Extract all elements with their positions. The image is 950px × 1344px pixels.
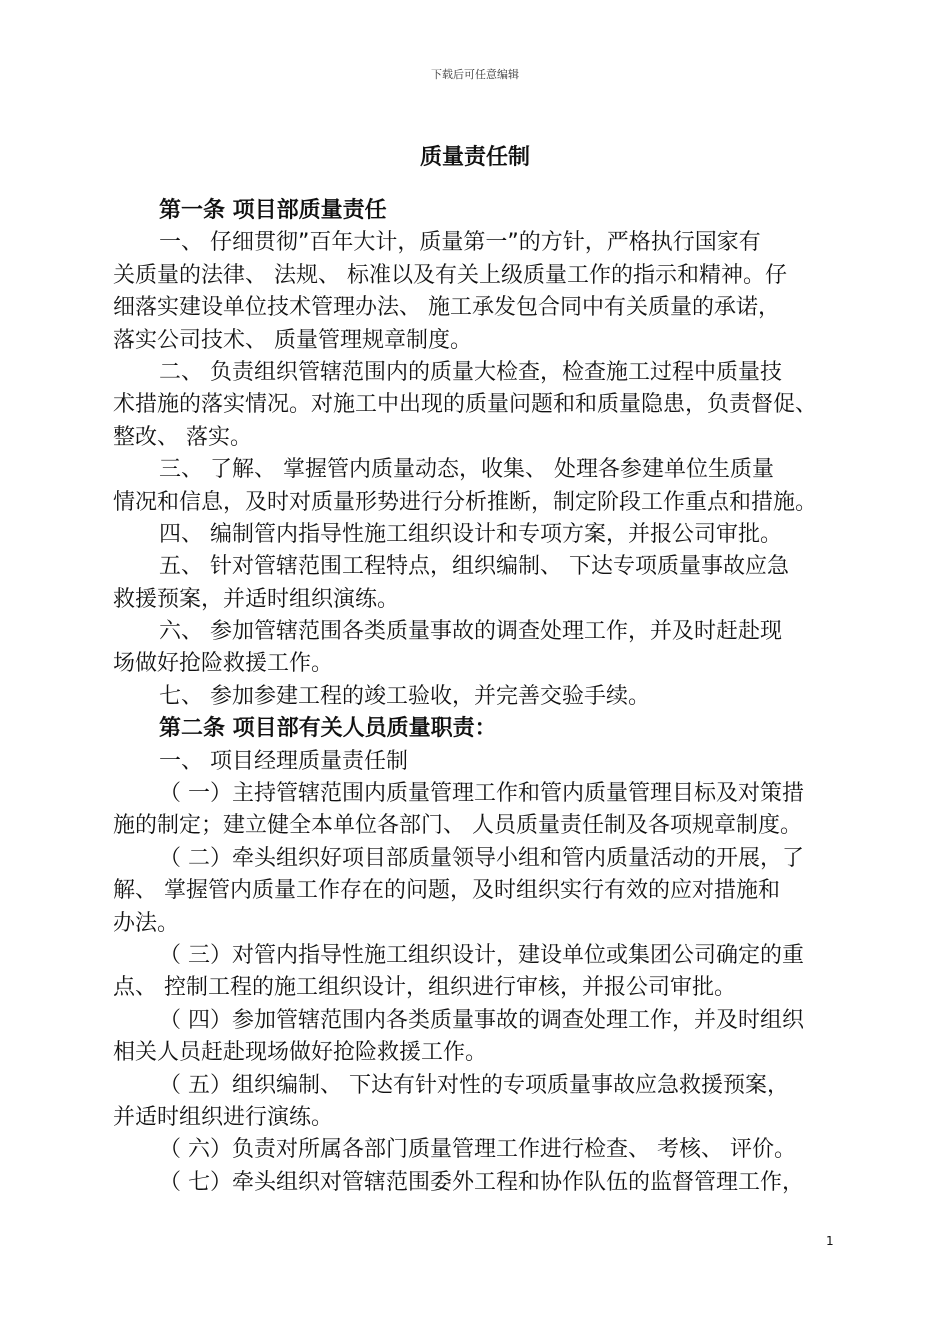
text-line: （ 二）牵头组织好项目部质量领导小组和管内质量活动的开展，了 xyxy=(159,845,804,871)
document-title: 质量责任制 xyxy=(419,145,530,170)
text-line: 细落实建设单位技术管理办法、 施工承发包合同中有关质量的承诺， xyxy=(113,295,780,321)
text-line: （ 一）主持管辖范围内质量管理工作和管内质量管理目标及对策措 xyxy=(159,781,804,807)
text-line: （ 三）对管内指导性施工组织设计，建设单位或集团公司确定的重 xyxy=(159,942,804,968)
text-line: 整改、 落实。 xyxy=(113,424,252,450)
text-line: 三、 了解、 掌握管内质量动态，收集、 处理各参建单位生质量 xyxy=(159,457,774,483)
text-line: 六、 参加管辖范围各类质量事故的调查处理工作，并及时赶赴现 xyxy=(159,619,782,645)
text-line: 五、 针对管辖范围工程特点，组织编制、 下达专项质量事故应急 xyxy=(159,554,789,580)
text-line: 相关人员赶赴现场做好抢险救援工作。 xyxy=(113,1040,488,1066)
text-line: 一、 仔细贯彻”百年大计，质量第一”的方针，严格执行国家有 xyxy=(159,230,761,256)
text-line: 办法。 xyxy=(113,910,180,936)
text-line: 术措施的落实情况。对施工中出现的质量问题和和质量隐患，负责督促、 xyxy=(113,392,818,418)
text-line: 四、 编制管内指导性施工组织设计和专项方案，并报公司审批。 xyxy=(159,521,782,547)
text-line: 七、 参加参建工程的竣工验收，并完善交验手续。 xyxy=(159,683,650,709)
text-line: 二、 负责组织管辖范围内的质量大检查，检查施工过程中质量技 xyxy=(159,359,782,385)
text-line: 施的制定；建立健全本单位各部门、 人员质量责任制及各项规章制度。 xyxy=(113,813,802,839)
page-number: 1 xyxy=(826,1234,834,1248)
text-line: 点、 控制工程的施工组织设计，组织进行审核，并报公司审批。 xyxy=(113,975,736,1001)
text-line: 关质量的法律、 法规、 标准以及有关上级质量工作的指示和精神。仔 xyxy=(113,262,787,288)
text-line: （ 四）参加管辖范围内各类质量事故的调查处理工作，并及时组织 xyxy=(159,1007,804,1033)
page-header: 下载后可任意编辑 xyxy=(431,68,519,81)
document-body xyxy=(113,195,845,1199)
text-line: 场做好抢险救援工作。 xyxy=(113,651,334,677)
text-line: 落实公司技术、 质量管理规章制度。 xyxy=(113,327,472,353)
section-heading: 第二条 项目部有关人员质量职责： xyxy=(159,716,497,742)
text-line: （ 五）组织编制、 下达有针对性的专项质量事故应急救援预案， xyxy=(159,1072,789,1098)
text-line: 并适时组织进行演练。 xyxy=(113,1104,334,1130)
text-line: 情况和信息，及时对质量形势进行分析推断，制定阶段工作重点和措施。 xyxy=(113,489,818,515)
text-line: 救援预案，并适时组织演练。 xyxy=(113,586,400,612)
text-line: 解、 掌握管内质量工作存在的问题，及时组织实行有效的应对措施和 xyxy=(113,878,780,904)
text-line: （ 七）牵头组织对管辖范围委外工程和协作队伍的监督管理工作， xyxy=(159,1169,804,1195)
section-heading: 第一条 项目部质量责任 xyxy=(159,198,387,223)
text-line: （ 六）负责对所属各部门质量管理工作进行检查、 考核、 评价。 xyxy=(159,1137,796,1163)
text-line: 一、 项目经理质量责任制 xyxy=(159,748,408,774)
